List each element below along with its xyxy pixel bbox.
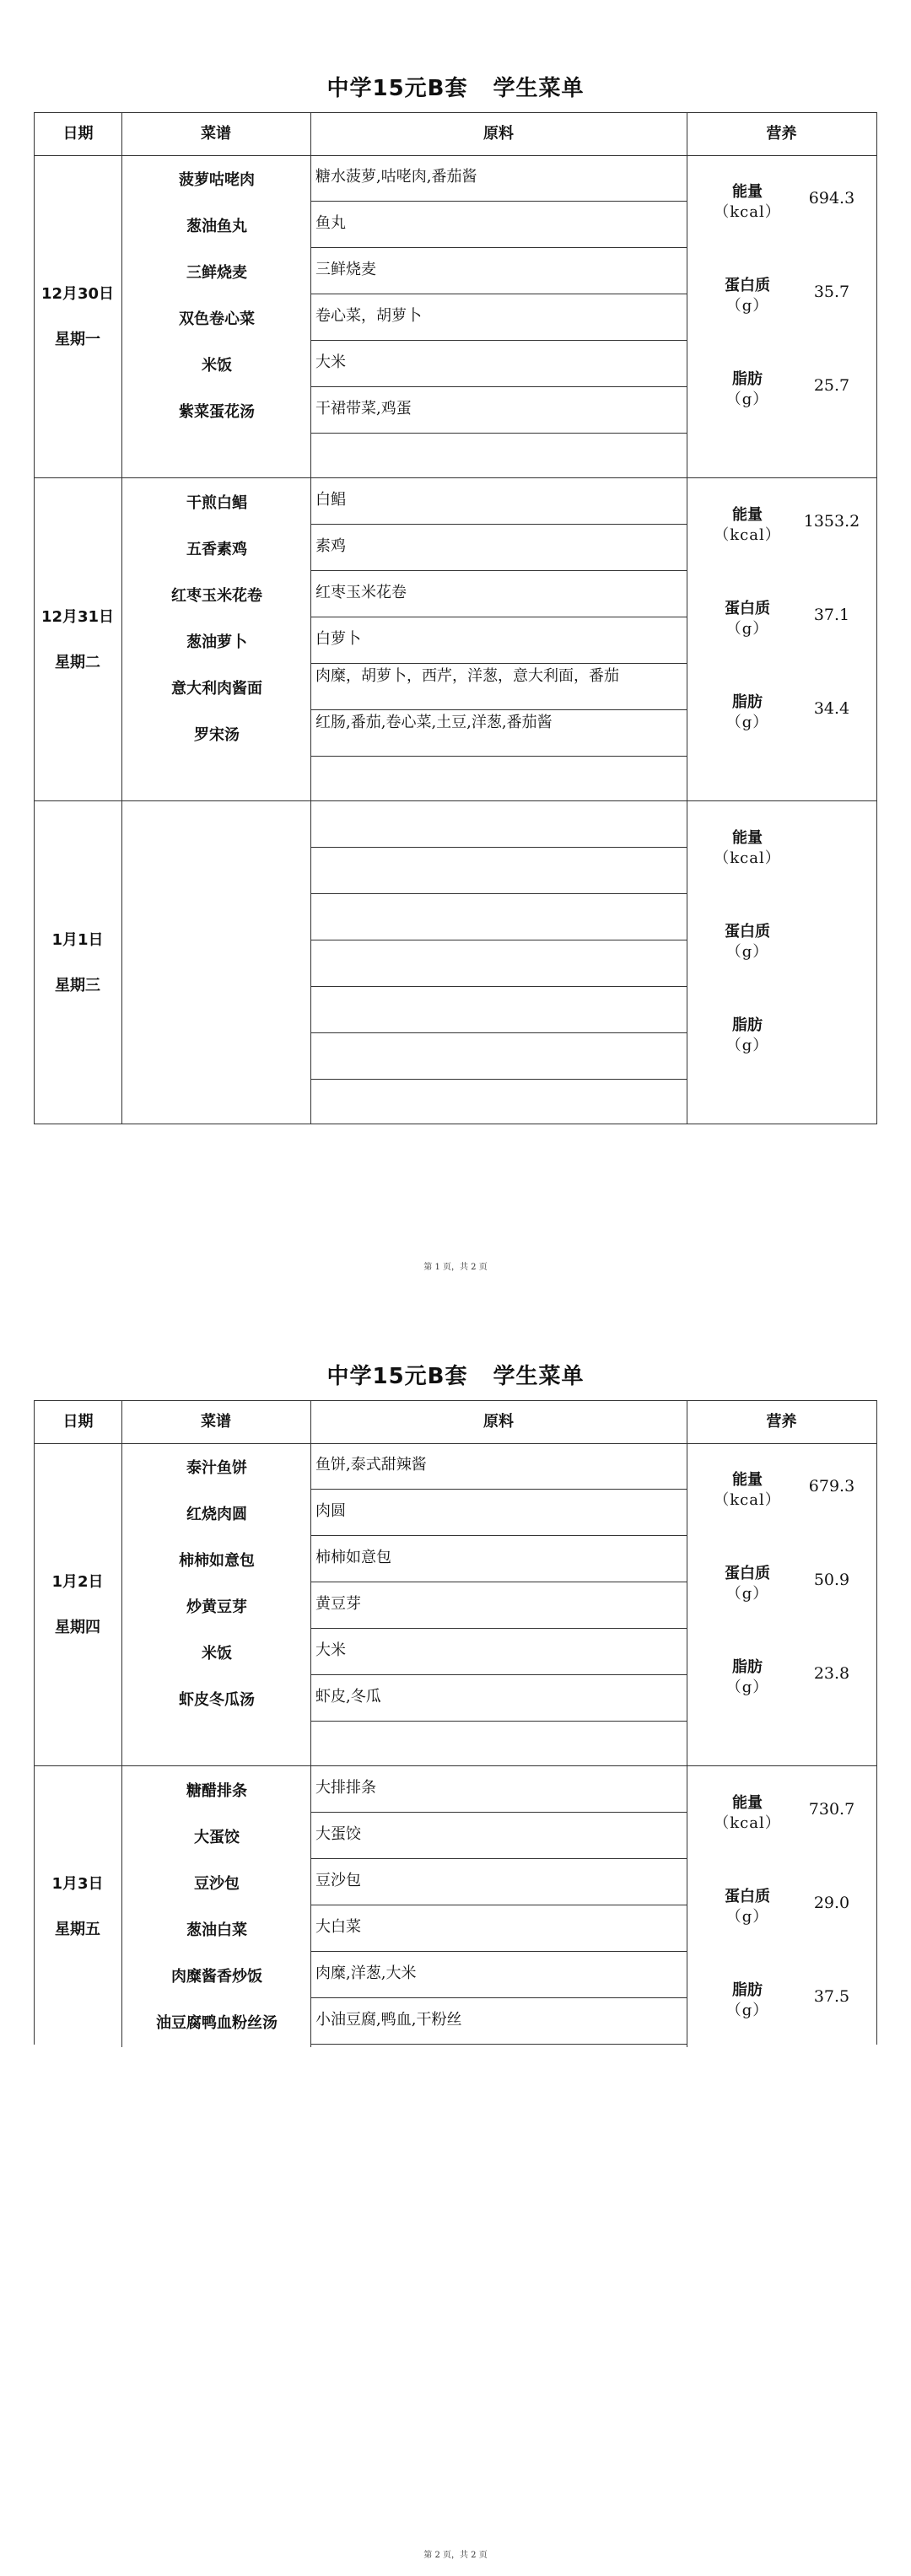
protein-label-name: 蛋白质 xyxy=(725,600,770,617)
ingredient-text: 干裙带菜,鸡蛋 xyxy=(315,400,412,418)
page-footer: 第 2 页，共 2 页 xyxy=(423,2551,488,2560)
column-divider xyxy=(310,113,311,1124)
protein-label-unit: （g） xyxy=(725,1585,769,1603)
energy-value: 1353.2 xyxy=(803,512,860,531)
ingredient-text: 素鸡 xyxy=(315,537,346,555)
day-block xyxy=(35,1766,876,2046)
dish-name: 泰汁鱼饼 xyxy=(186,1459,247,1477)
date-label: 1月3日 xyxy=(51,1874,104,1893)
ingredient-text: 白萝卜 xyxy=(315,630,361,648)
protein-label xyxy=(708,276,787,316)
header-dishes: 菜谱 xyxy=(201,125,231,143)
fat-label-unit: （g） xyxy=(725,714,769,731)
page-title: 中学15元B套 学生菜单 xyxy=(326,76,585,101)
ingredient-row xyxy=(310,987,687,1033)
day-block xyxy=(35,801,876,1124)
ingredient-text: 卷心菜，胡萝卜 xyxy=(315,307,422,325)
energy-label-unit: （kcal） xyxy=(714,203,781,221)
protein-label xyxy=(708,1564,787,1604)
fat-label-name: 脂肪 xyxy=(732,1016,763,1034)
protein-label-unit: （g） xyxy=(725,297,769,315)
ingredient-text: 肉圆 xyxy=(315,1502,346,1520)
ingredient-row xyxy=(310,1536,687,1582)
energy-label-name: 能量 xyxy=(732,829,763,847)
protein-label xyxy=(708,599,787,639)
ingredient-row xyxy=(310,1582,687,1629)
dish-name: 虾皮冬瓜汤 xyxy=(179,1691,255,1709)
ingredient-text: 肉糜，胡萝卜，西芹，洋葱，意大利面，番茄 xyxy=(315,667,619,685)
ingredient-row xyxy=(310,1905,687,1952)
ingredient-row xyxy=(310,1490,687,1536)
column-divider xyxy=(121,1401,122,2047)
ingredient-text: 大米 xyxy=(315,353,346,371)
column-divider xyxy=(121,113,122,1124)
dish-name: 三鲜烧麦 xyxy=(186,264,247,282)
ingredient-row xyxy=(310,387,687,434)
ingredient-text xyxy=(315,757,683,769)
weekday-label: 星期二 xyxy=(55,653,100,671)
fat-label xyxy=(708,693,787,733)
dish-name: 豆沙包 xyxy=(194,1875,240,1893)
page-footer: 第 1 页，共 2 页 xyxy=(423,1263,488,1272)
day-date xyxy=(35,1560,121,1651)
protein-label-name: 蛋白质 xyxy=(725,277,770,294)
ingredient-row xyxy=(310,848,687,894)
day-date xyxy=(35,918,121,1009)
ingredient-row xyxy=(310,478,687,525)
ingredient-text: 柿柿如意包 xyxy=(315,1549,391,1566)
ingredient-text: 黄豆芽 xyxy=(315,1595,361,1613)
ingredient-row xyxy=(310,1033,687,1080)
ingredient-row xyxy=(310,1443,687,1490)
protein-label-name: 蛋白质 xyxy=(725,1888,770,1905)
dish-name: 大蛋饺 xyxy=(194,1829,240,1846)
table-header xyxy=(35,113,876,156)
ingredient-text xyxy=(315,801,683,814)
fat-label xyxy=(708,1016,787,1056)
dish-name: 炒黄豆芽 xyxy=(186,1598,247,1616)
dish-name: 糖醋排条 xyxy=(186,1782,247,1800)
fat-label-name: 脂肪 xyxy=(732,1658,763,1676)
dish-name: 柿柿如意包 xyxy=(179,1552,255,1570)
ingredient-text: 肉糜,洋葱,大米 xyxy=(315,1964,417,1982)
ingredient-row xyxy=(310,434,687,479)
header-date: 日期 xyxy=(62,125,94,143)
energy-label xyxy=(708,828,787,869)
fat-label-name: 脂肪 xyxy=(732,693,763,711)
dish-name: 米饭 xyxy=(202,357,232,375)
ingredient-text: 红枣玉米花卷 xyxy=(315,584,407,601)
ingredient-row xyxy=(310,341,687,387)
ingredient-row xyxy=(310,248,687,294)
dish-name: 红烧肉圆 xyxy=(186,1506,247,1523)
header-date: 日期 xyxy=(62,1413,94,1431)
ingredient-text xyxy=(315,1080,683,1092)
ingredient-text xyxy=(315,987,683,1000)
protein-value: 29.0 xyxy=(813,1894,850,1912)
ingredient-text xyxy=(315,1722,683,1734)
ingredient-text: 三鲜烧麦 xyxy=(315,261,376,278)
page-title: 中学15元B套 学生菜单 xyxy=(326,1364,585,1389)
ingredient-text: 红肠,番茄,卷心菜,土豆,洋葱,番茄酱 xyxy=(315,714,553,731)
ingredient-text: 大蛋饺 xyxy=(315,1825,361,1843)
protein-label xyxy=(708,922,787,962)
ingredient-text: 虾皮,冬瓜 xyxy=(315,1688,381,1706)
fat-label-unit: （g） xyxy=(725,391,769,408)
energy-label-unit: （kcal） xyxy=(714,1814,781,1832)
energy-value: 694.3 xyxy=(808,189,855,207)
dish-name: 紫菜蛋花汤 xyxy=(179,403,255,421)
ingredient-row xyxy=(310,894,687,940)
weekday-label: 星期四 xyxy=(55,1618,100,1636)
ingredient-row xyxy=(310,1080,687,1125)
header-ingredients: 原料 xyxy=(483,125,514,143)
ingredient-text: 糖水菠萝,咕咾肉,番茄酱 xyxy=(315,168,477,186)
protein-label-unit: （g） xyxy=(725,1908,769,1926)
fat-label-name: 脂肪 xyxy=(732,1981,763,1999)
weekday-label: 星期一 xyxy=(55,330,100,348)
menu-table xyxy=(34,112,877,1124)
dish-name: 油豆腐鸭血粉丝汤 xyxy=(156,2014,278,2032)
fat-label xyxy=(708,369,787,410)
ingredient-text: 大排排条 xyxy=(315,1779,376,1797)
date-label: 12月30日 xyxy=(40,284,115,303)
day-block xyxy=(35,478,876,801)
ingredient-text: 大白菜 xyxy=(315,1918,361,1936)
ingredient-text xyxy=(315,1033,683,1046)
date-label: 1月1日 xyxy=(51,930,104,949)
ingredient-row xyxy=(310,1859,687,1905)
energy-label xyxy=(708,1470,787,1511)
day-date xyxy=(35,1862,121,1953)
ingredient-text xyxy=(315,894,683,907)
ingredient-row xyxy=(310,1675,687,1722)
ingredient-row xyxy=(310,801,687,848)
energy-label-name: 能量 xyxy=(732,1794,763,1812)
fat-label xyxy=(708,1981,787,2021)
energy-label-unit: （kcal） xyxy=(714,526,781,544)
energy-value: 679.3 xyxy=(808,1477,855,1495)
fat-label-unit: （g） xyxy=(725,1037,769,1054)
header-dishes: 菜谱 xyxy=(201,1413,231,1431)
weekday-label: 星期三 xyxy=(55,976,100,994)
ingredient-row xyxy=(310,525,687,571)
header-nutrition: 营养 xyxy=(766,125,797,143)
page-2 xyxy=(0,1288,911,2576)
protein-value: 35.7 xyxy=(813,283,850,301)
date-label: 12月31日 xyxy=(40,607,115,626)
ingredient-row xyxy=(310,1722,687,1767)
ingredient-row xyxy=(310,1629,687,1675)
energy-label-name: 能量 xyxy=(732,506,763,524)
dish-name: 罗宋汤 xyxy=(194,726,240,744)
dish-name: 干煎白鲳 xyxy=(186,494,247,512)
energy-label xyxy=(708,505,787,546)
dish-name: 双色卷心菜 xyxy=(179,310,255,328)
menu-table xyxy=(34,1400,877,2045)
energy-label xyxy=(708,182,787,223)
ingredient-row xyxy=(310,1813,687,1859)
day-block xyxy=(35,155,876,478)
ingredient-text: 豆沙包 xyxy=(315,1872,361,1889)
protein-value: 50.9 xyxy=(813,1571,850,1589)
ingredient-row xyxy=(310,1998,687,2045)
dish-name: 意大利肉酱面 xyxy=(171,680,262,698)
ingredient-row xyxy=(310,757,687,802)
protein-label-name: 蛋白质 xyxy=(725,923,770,940)
dish-name: 红枣玉米花卷 xyxy=(171,587,262,605)
energy-value: 730.7 xyxy=(808,1800,855,1819)
header-ingredients: 原料 xyxy=(483,1413,514,1431)
dish-name: 葱油萝卜 xyxy=(186,633,247,651)
ingredient-row xyxy=(310,294,687,341)
ingredient-text: 鱼丸 xyxy=(315,214,346,232)
energy-label-unit: （kcal） xyxy=(714,1491,781,1509)
fat-value: 37.5 xyxy=(813,1987,850,2006)
dish-name: 葱油白菜 xyxy=(186,1921,247,1939)
energy-label-name: 能量 xyxy=(732,183,763,201)
ingredient-text xyxy=(315,434,683,446)
column-divider xyxy=(310,1401,311,2047)
day-block xyxy=(35,1443,876,1766)
ingredient-row xyxy=(310,940,687,987)
ingredient-row xyxy=(310,617,687,664)
ingredient-text xyxy=(315,940,683,953)
energy-label xyxy=(708,1793,787,1834)
dish-name: 葱油鱼丸 xyxy=(186,218,247,235)
protein-label-unit: （g） xyxy=(725,943,769,961)
fat-label-unit: （g） xyxy=(725,2002,769,2019)
weekday-label: 星期五 xyxy=(55,1920,100,1938)
ingredient-text: 小油豆腐,鸭血,干粉丝 xyxy=(315,2011,462,2029)
protein-label-name: 蛋白质 xyxy=(725,1565,770,1582)
ingredient-row xyxy=(310,1766,687,1813)
ingredient-row xyxy=(310,202,687,248)
dish-name: 五香素鸡 xyxy=(186,541,247,558)
header-nutrition: 营养 xyxy=(766,1413,797,1431)
day-date xyxy=(35,272,121,363)
fat-value: 34.4 xyxy=(813,699,850,718)
protein-value: 37.1 xyxy=(813,606,850,624)
ingredient-row xyxy=(310,664,687,710)
dish-name: 米饭 xyxy=(202,1645,232,1663)
dish-name: 菠萝咕咾肉 xyxy=(179,171,255,189)
table-header xyxy=(35,1401,876,1444)
protein-label-unit: （g） xyxy=(725,620,769,638)
ingredient-row xyxy=(310,155,687,202)
fat-value: 23.8 xyxy=(813,1664,850,1683)
ingredient-text: 白鲳 xyxy=(315,491,346,509)
ingredient-text: 大米 xyxy=(315,1641,346,1659)
ingredient-text xyxy=(315,848,683,860)
day-date xyxy=(35,595,121,686)
fat-label-unit: （g） xyxy=(725,1679,769,1696)
dish-name: 肉糜酱香炒饭 xyxy=(171,1968,262,1986)
fat-label xyxy=(708,1657,787,1698)
date-label: 1月2日 xyxy=(51,1572,104,1591)
protein-label xyxy=(708,1887,787,1927)
fat-value: 25.7 xyxy=(813,376,850,395)
ingredient-text: 鱼饼,泰式甜辣酱 xyxy=(315,1456,427,1474)
energy-label-unit: （kcal） xyxy=(714,849,781,867)
ingredient-row xyxy=(310,710,687,757)
fat-label-name: 脂肪 xyxy=(732,370,763,388)
ingredient-row xyxy=(310,571,687,617)
ingredient-row xyxy=(310,1952,687,1998)
energy-label-name: 能量 xyxy=(732,1471,763,1489)
